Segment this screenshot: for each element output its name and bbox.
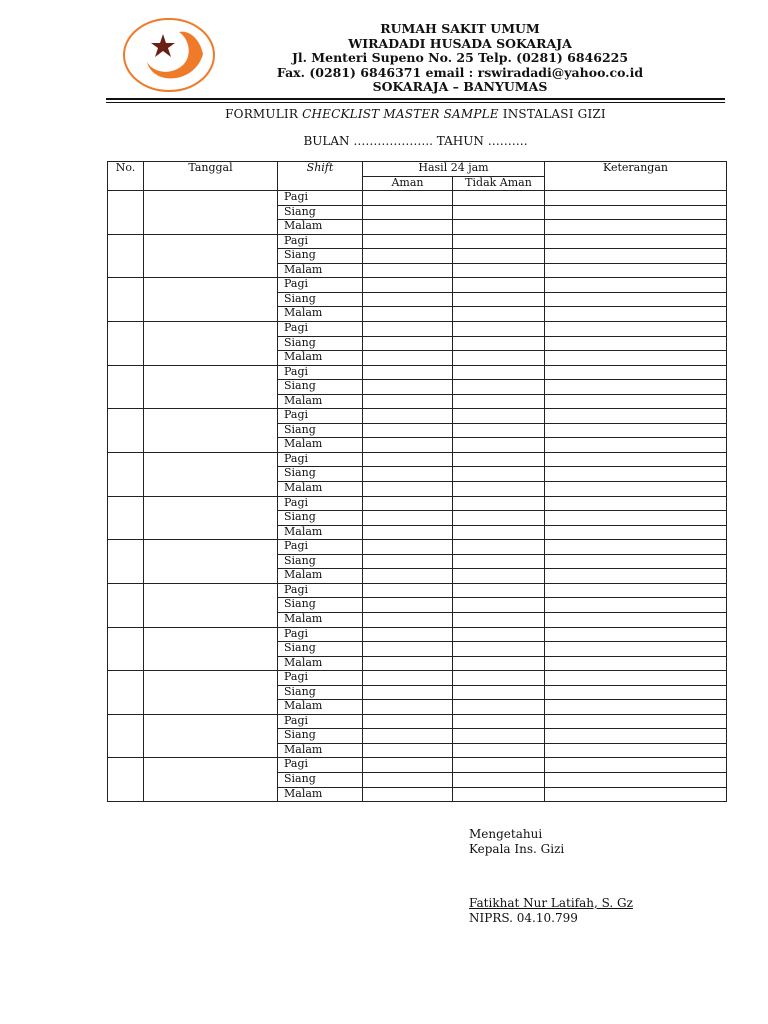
header-divider-thin — [106, 102, 725, 103]
cell-safe[interactable] — [363, 787, 453, 802]
cell-shift: Siang — [278, 511, 363, 526]
header-safe: Aman — [363, 176, 453, 191]
cell-shift: Siang — [278, 772, 363, 787]
signature-id: NIPRS. 04.10.799 — [469, 911, 578, 925]
cell-notes[interactable] — [545, 438, 727, 453]
header-divider-thick — [106, 98, 725, 100]
cell-shift: Malam — [278, 743, 363, 758]
cell-notes[interactable] — [545, 743, 727, 758]
cell-unsafe[interactable] — [453, 278, 545, 293]
table-row — [108, 627, 727, 642]
cell-unsafe[interactable] — [453, 336, 545, 351]
cell-no[interactable] — [108, 758, 144, 802]
cell-unsafe[interactable] — [453, 511, 545, 526]
checklist-table — [107, 161, 727, 802]
cell-unsafe[interactable] — [453, 409, 545, 424]
cell-safe[interactable] — [363, 220, 453, 235]
cell-shift: Siang — [278, 205, 363, 220]
hospital-header — [250, 22, 670, 95]
cell-safe[interactable] — [363, 642, 453, 657]
table-row — [108, 365, 727, 380]
cell-date[interactable] — [144, 234, 278, 278]
cell-shift: Pagi — [278, 409, 363, 424]
cell-shift: Malam — [278, 787, 363, 802]
cell-shift: Malam — [278, 482, 363, 497]
cell-notes[interactable] — [545, 671, 727, 686]
cell-notes[interactable] — [545, 714, 727, 729]
cell-no[interactable] — [108, 365, 144, 409]
cell-no[interactable] — [108, 540, 144, 584]
cell-unsafe[interactable] — [453, 365, 545, 380]
cell-shift: Malam — [278, 220, 363, 235]
crescent-icon — [147, 32, 203, 79]
cell-no[interactable] — [108, 191, 144, 235]
cell-shift: Pagi — [278, 365, 363, 380]
cell-safe[interactable] — [363, 452, 453, 467]
cell-safe[interactable] — [363, 263, 453, 278]
hospital-location: SOKARAJA – BANYUMAS — [372, 79, 548, 94]
cell-safe[interactable] — [363, 496, 453, 511]
cell-unsafe[interactable] — [453, 292, 545, 307]
cell-safe[interactable] — [363, 380, 453, 395]
cell-safe[interactable] — [363, 234, 453, 249]
cell-no[interactable] — [108, 714, 144, 758]
cell-notes[interactable] — [545, 278, 727, 293]
cell-unsafe[interactable] — [453, 540, 545, 555]
cell-unsafe[interactable] — [453, 263, 545, 278]
table-row — [108, 714, 727, 729]
cell-shift: Pagi — [278, 671, 363, 686]
cell-notes[interactable] — [545, 627, 727, 642]
header-notes: Keterangan — [545, 162, 727, 191]
form-title-emphasis: CHECKLIST MASTER SAMPLE — [302, 107, 499, 121]
cell-unsafe[interactable] — [453, 307, 545, 322]
cell-date[interactable] — [144, 322, 278, 366]
cell-safe[interactable] — [363, 191, 453, 206]
cell-unsafe[interactable] — [453, 351, 545, 366]
cell-notes[interactable] — [545, 642, 727, 657]
cell-safe[interactable] — [363, 569, 453, 584]
cell-safe[interactable] — [363, 758, 453, 773]
cell-shift: Malam — [278, 612, 363, 627]
cell-unsafe[interactable] — [453, 772, 545, 787]
table-row — [108, 583, 727, 598]
cell-notes[interactable] — [545, 685, 727, 700]
form-title: FORMULIR CHECKLIST MASTER SAMPLE INSTALASI GIZI — [225, 107, 606, 121]
cell-safe[interactable] — [363, 554, 453, 569]
cell-unsafe[interactable] — [453, 627, 545, 642]
cell-shift: Malam — [278, 263, 363, 278]
cell-date[interactable] — [144, 540, 278, 584]
cell-unsafe[interactable] — [453, 452, 545, 467]
cell-unsafe[interactable] — [453, 642, 545, 657]
cell-notes[interactable] — [545, 322, 727, 337]
cell-notes[interactable] — [545, 380, 727, 395]
table-row — [108, 671, 727, 686]
cell-safe[interactable] — [363, 743, 453, 758]
cell-safe[interactable] — [363, 394, 453, 409]
cell-no[interactable] — [108, 322, 144, 366]
cell-notes[interactable] — [545, 583, 727, 598]
cell-notes[interactable] — [545, 423, 727, 438]
cell-safe[interactable] — [363, 365, 453, 380]
signature-position: Kepala Ins. Gizi — [469, 842, 565, 856]
cell-shift: Siang — [278, 554, 363, 569]
cell-notes[interactable] — [545, 452, 727, 467]
cell-shift: Malam — [278, 525, 363, 540]
hospital-contact: Fax. (0281) 6846371 email : rswiradadi@yahoo.co.id — [276, 64, 644, 80]
cell-notes[interactable] — [545, 351, 727, 366]
cell-shift: Pagi — [278, 540, 363, 555]
cell-unsafe[interactable] — [453, 525, 545, 540]
cell-notes[interactable] — [545, 292, 727, 307]
cell-safe[interactable] — [363, 511, 453, 526]
cell-safe[interactable] — [363, 671, 453, 686]
cell-date[interactable] — [144, 191, 278, 235]
cell-unsafe[interactable] — [453, 656, 545, 671]
period-line: BULAN ……………….. TAHUN ………. — [303, 134, 528, 148]
cell-date[interactable] — [144, 714, 278, 758]
cell-safe[interactable] — [363, 772, 453, 787]
header-shift: Shift — [278, 162, 363, 191]
cell-safe[interactable] — [363, 205, 453, 220]
cell-unsafe[interactable] — [453, 380, 545, 395]
cell-notes[interactable] — [545, 700, 727, 715]
cell-shift: Siang — [278, 467, 363, 482]
cell-shift: Pagi — [278, 714, 363, 729]
cell-notes[interactable] — [545, 482, 727, 497]
cell-shift: Siang — [278, 642, 363, 657]
cell-shift: Pagi — [278, 191, 363, 206]
header-unsafe: Tidak Aman — [453, 176, 545, 191]
cell-shift: Malam — [278, 307, 363, 322]
cell-shift: Malam — [278, 700, 363, 715]
cell-date[interactable] — [144, 365, 278, 409]
cell-no[interactable] — [108, 583, 144, 627]
star-icon — [151, 34, 175, 57]
cell-unsafe[interactable] — [453, 729, 545, 744]
cell-shift: Malam — [278, 394, 363, 409]
cell-shift: Siang — [278, 729, 363, 744]
cell-notes[interactable] — [545, 263, 727, 278]
cell-date[interactable] — [144, 409, 278, 453]
cell-safe[interactable] — [363, 409, 453, 424]
cell-safe[interactable] — [363, 351, 453, 366]
cell-notes[interactable] — [545, 569, 727, 584]
cell-shift: Pagi — [278, 452, 363, 467]
cell-notes[interactable] — [545, 787, 727, 802]
header-date: Tanggal — [144, 162, 278, 191]
cell-unsafe[interactable] — [453, 569, 545, 584]
cell-safe[interactable] — [363, 438, 453, 453]
cell-notes[interactable] — [545, 496, 727, 511]
signature-acknowledged: Mengetahui — [469, 827, 543, 841]
table-row — [108, 496, 727, 511]
cell-unsafe[interactable] — [453, 758, 545, 773]
cell-date[interactable] — [144, 452, 278, 496]
cell-unsafe[interactable] — [453, 322, 545, 337]
cell-date[interactable] — [144, 627, 278, 671]
cell-safe[interactable] — [363, 685, 453, 700]
cell-notes[interactable] — [545, 729, 727, 744]
cell-unsafe[interactable] — [453, 700, 545, 715]
cell-shift: Siang — [278, 336, 363, 351]
cell-notes[interactable] — [545, 612, 727, 627]
cell-notes[interactable] — [545, 554, 727, 569]
cell-unsafe[interactable] — [453, 496, 545, 511]
cell-unsafe[interactable] — [453, 220, 545, 235]
cell-notes[interactable] — [545, 249, 727, 264]
cell-unsafe[interactable] — [453, 249, 545, 264]
hospital-type: RUMAH SAKIT UMUM — [380, 21, 540, 36]
cell-safe[interactable] — [363, 714, 453, 729]
cell-notes[interactable] — [545, 772, 727, 787]
cell-notes[interactable] — [545, 467, 727, 482]
cell-safe[interactable] — [363, 423, 453, 438]
cell-shift: Malam — [278, 438, 363, 453]
cell-unsafe[interactable] — [453, 598, 545, 613]
cell-date[interactable] — [144, 671, 278, 715]
cell-unsafe[interactable] — [453, 787, 545, 802]
hospital-name: WIRADADI HUSADA SOKARAJA — [348, 35, 572, 51]
cell-shift: Siang — [278, 685, 363, 700]
cell-no[interactable] — [108, 627, 144, 671]
cell-safe[interactable] — [363, 278, 453, 293]
cell-shift: Siang — [278, 292, 363, 307]
cell-notes[interactable] — [545, 525, 727, 540]
cell-no[interactable] — [108, 671, 144, 715]
cell-shift: Pagi — [278, 278, 363, 293]
cell-notes[interactable] — [545, 220, 727, 235]
cell-unsafe[interactable] — [453, 205, 545, 220]
cell-shift: Pagi — [278, 758, 363, 773]
cell-safe[interactable] — [363, 525, 453, 540]
cell-unsafe[interactable] — [453, 671, 545, 686]
cell-safe[interactable] — [363, 583, 453, 598]
cell-shift: Malam — [278, 351, 363, 366]
header-no: No. — [108, 162, 144, 191]
cell-unsafe[interactable] — [453, 685, 545, 700]
cell-date[interactable] — [144, 496, 278, 540]
cell-safe[interactable] — [363, 292, 453, 307]
cell-notes[interactable] — [545, 336, 727, 351]
cell-notes[interactable] — [545, 365, 727, 380]
cell-shift: Pagi — [278, 234, 363, 249]
cell-shift: Siang — [278, 598, 363, 613]
cell-notes[interactable] — [545, 656, 727, 671]
cell-unsafe[interactable] — [453, 438, 545, 453]
cell-safe[interactable] — [363, 482, 453, 497]
cell-unsafe[interactable] — [453, 714, 545, 729]
cell-shift: Malam — [278, 656, 363, 671]
cell-unsafe[interactable] — [453, 612, 545, 627]
table-row — [108, 409, 727, 424]
cell-safe[interactable] — [363, 729, 453, 744]
cell-no[interactable] — [108, 409, 144, 453]
hospital-logo — [123, 18, 215, 92]
cell-notes[interactable] — [545, 511, 727, 526]
cell-shift: Pagi — [278, 322, 363, 337]
cell-safe[interactable] — [363, 656, 453, 671]
table-row — [108, 540, 727, 555]
cell-safe[interactable] — [363, 627, 453, 642]
cell-shift: Malam — [278, 569, 363, 584]
cell-unsafe[interactable] — [453, 467, 545, 482]
cell-safe[interactable] — [363, 540, 453, 555]
table-row — [108, 452, 727, 467]
table-row — [108, 278, 727, 293]
cell-notes[interactable] — [545, 394, 727, 409]
cell-safe[interactable] — [363, 336, 453, 351]
cell-shift: Pagi — [278, 627, 363, 642]
cell-notes[interactable] — [545, 234, 727, 249]
cell-shift: Pagi — [278, 496, 363, 511]
signature-name: Fatikhat Nur Latifah, S. Gz — [469, 896, 633, 910]
cell-date[interactable] — [144, 278, 278, 322]
cell-no[interactable] — [108, 234, 144, 278]
cell-safe[interactable] — [363, 322, 453, 337]
cell-safe[interactable] — [363, 598, 453, 613]
table-row — [108, 322, 727, 337]
hospital-address: Jl. Menteri Supeno No. 25 Telp. (0281) 6846225 — [291, 50, 629, 65]
cell-unsafe[interactable] — [453, 234, 545, 249]
cell-unsafe[interactable] — [453, 423, 545, 438]
table-row — [108, 191, 727, 206]
cell-unsafe[interactable] — [453, 554, 545, 569]
cell-notes[interactable] — [545, 598, 727, 613]
cell-unsafe[interactable] — [453, 583, 545, 598]
cell-safe[interactable] — [363, 249, 453, 264]
cell-safe[interactable] — [363, 700, 453, 715]
cell-unsafe[interactable] — [453, 191, 545, 206]
cell-unsafe[interactable] — [453, 743, 545, 758]
cell-date[interactable] — [144, 583, 278, 627]
cell-shift: Pagi — [278, 583, 363, 598]
table-row — [108, 758, 727, 773]
cell-shift: Siang — [278, 380, 363, 395]
cell-safe[interactable] — [363, 612, 453, 627]
cell-no[interactable] — [108, 496, 144, 540]
signature-block — [469, 827, 633, 926]
cell-shift: Siang — [278, 423, 363, 438]
cell-notes[interactable] — [545, 758, 727, 773]
header-result: Hasil 24 jam — [363, 162, 545, 177]
cell-safe[interactable] — [363, 307, 453, 322]
cell-safe[interactable] — [363, 467, 453, 482]
cell-unsafe[interactable] — [453, 394, 545, 409]
cell-notes[interactable] — [545, 540, 727, 555]
cell-no[interactable] — [108, 278, 144, 322]
cell-no[interactable] — [108, 452, 144, 496]
cell-date[interactable] — [144, 758, 278, 802]
cell-shift: Siang — [278, 249, 363, 264]
cell-notes[interactable] — [545, 205, 727, 220]
cell-unsafe[interactable] — [453, 482, 545, 497]
cell-notes[interactable] — [545, 307, 727, 322]
table-row — [108, 234, 727, 249]
cell-notes[interactable] — [545, 191, 727, 206]
cell-notes[interactable] — [545, 409, 727, 424]
